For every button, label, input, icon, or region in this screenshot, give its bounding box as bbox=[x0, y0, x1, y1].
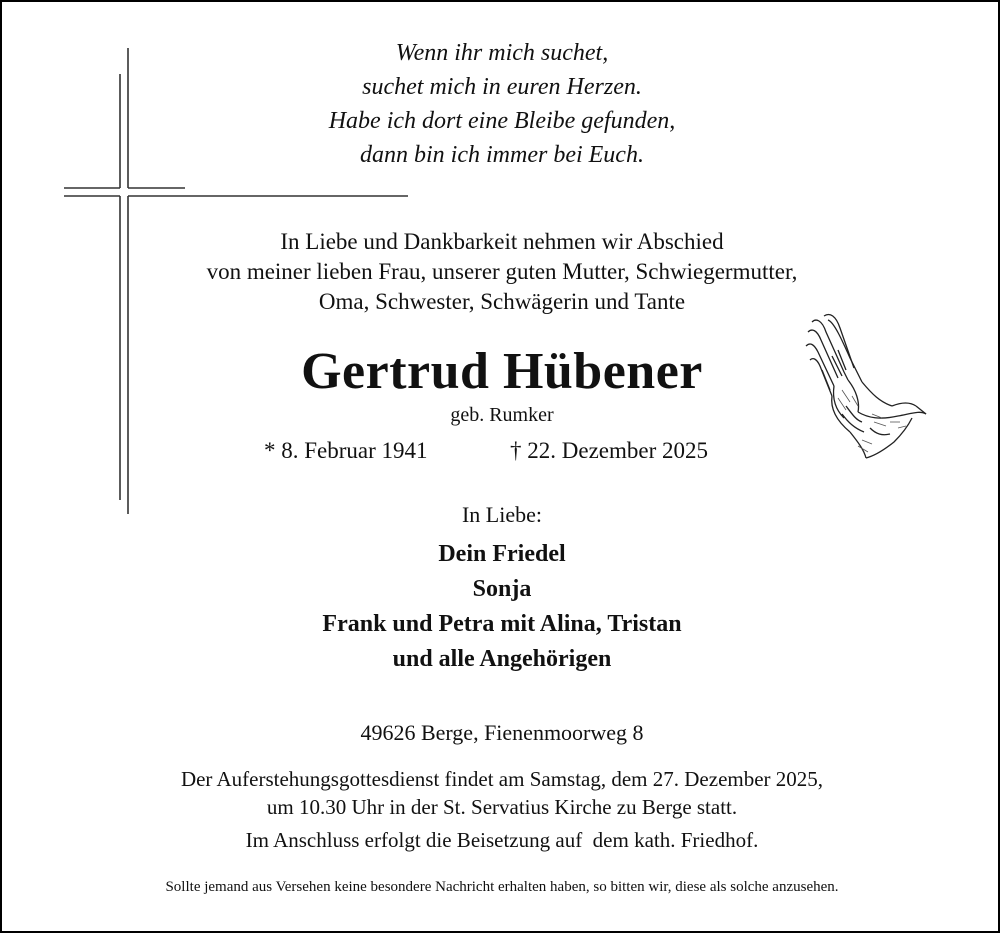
footer-note: Sollte jemand aus Versehen keine besondere Nachricht erhalten haben, so bitten wir, diese als solche anzusehen. bbox=[165, 879, 839, 895]
mourner-name: Dein Friedel bbox=[438, 541, 566, 567]
service-line: um 10.30 Uhr in der St. Servatius Kirche zu Berge statt. bbox=[266, 795, 738, 819]
praying-hands-icon bbox=[802, 310, 932, 465]
poem-line: dann bin ich immer bei Euch. bbox=[360, 142, 644, 168]
service-line: Der Auferstehungsgottesdienst findet am Samstag, dem 27. Dezember 2025, bbox=[180, 767, 824, 791]
intro-line: Oma, Schwester, Schwägerin und Tante bbox=[318, 289, 686, 314]
poem-line: Habe ich dort eine Bleibe gefunden, bbox=[328, 108, 676, 134]
mourners-label: In Liebe: bbox=[461, 502, 543, 527]
mourner-name: Sonja bbox=[472, 576, 532, 602]
farewell-intro bbox=[2, 227, 1000, 317]
intro-line: von meiner lieben Frau, unserer guten Mutter, Schwiegermutter, bbox=[206, 259, 798, 284]
family-address: 49626 Berge, Fienenmoorweg 8 bbox=[360, 720, 644, 745]
mourner-name: Frank und Petra mit Alina, Tristan bbox=[322, 611, 682, 637]
birth-date: * 8. Februar 1941 bbox=[264, 438, 428, 463]
mourner-name: und alle Angehörigen bbox=[392, 646, 612, 672]
poem-line: Wenn ihr mich suchet, bbox=[395, 40, 609, 66]
intro-line: In Liebe und Dankbarkeit nehmen wir Abschied bbox=[280, 229, 724, 254]
deceased-name: Gertrud Hübener bbox=[301, 343, 703, 400]
mourners-list bbox=[2, 537, 1000, 677]
service-details bbox=[2, 765, 1000, 821]
burial-details: Im Anschluss erfolgt die Beisetzung auf dem kath. Friedhof. bbox=[245, 828, 759, 852]
maiden-name: geb. Rumker bbox=[450, 404, 554, 426]
death-date: † 22. Dezember 2025 bbox=[510, 438, 708, 463]
poem bbox=[2, 36, 1000, 172]
poem-line: suchet mich in euren Herzen. bbox=[362, 74, 642, 100]
